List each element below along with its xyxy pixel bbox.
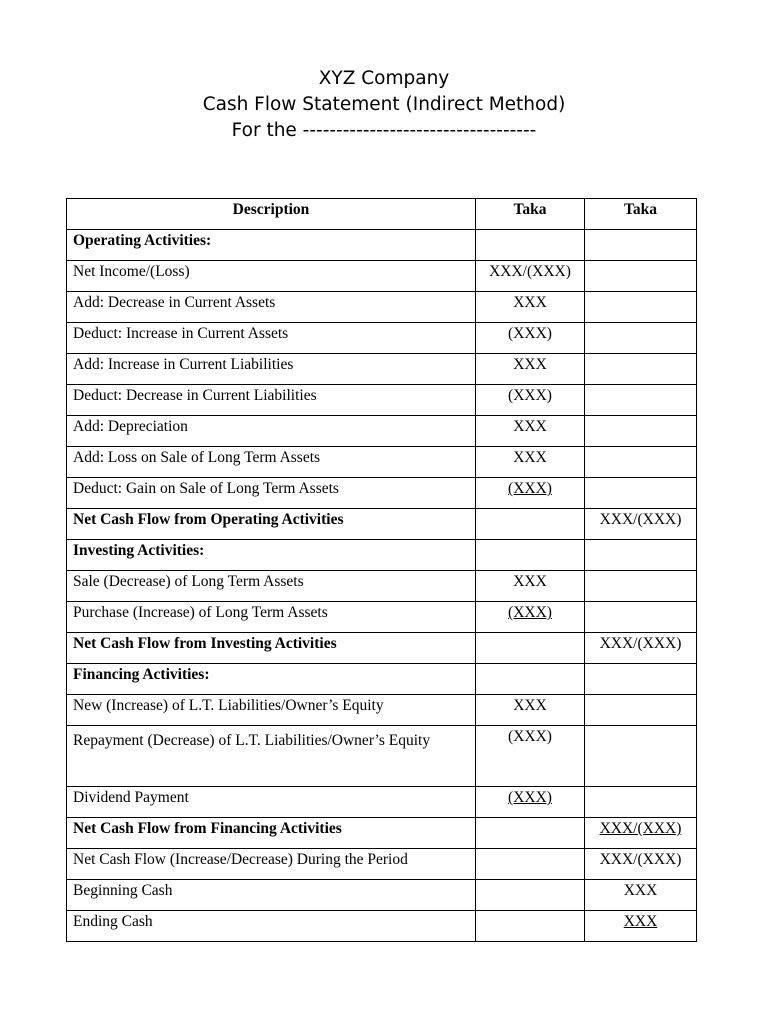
row-amount-taka-1: [476, 602, 585, 633]
row-amount-taka-1: [476, 695, 585, 726]
table-row: [67, 354, 697, 385]
row-amount-taka-1: [476, 880, 585, 911]
row-amount-taka-1: [476, 230, 585, 261]
table-row: [67, 849, 697, 880]
row-description: Beginning Cash: [67, 880, 476, 911]
row-amount-taka-2: [585, 385, 697, 416]
row-amount-taka-2: [585, 230, 697, 261]
table-row: [67, 261, 697, 292]
table-row: [67, 447, 697, 478]
row-description: New (Increase) of L.T. Liabilities/Owner’s Equity: [67, 695, 476, 726]
row-description: Financing Activities:: [67, 664, 476, 695]
table-row: [67, 880, 697, 911]
row-amount-taka-1: [476, 385, 585, 416]
table-row: [67, 230, 697, 261]
row-description: Deduct: Decrease in Current Liabilities: [67, 385, 476, 416]
amount-value: XXX: [513, 356, 547, 373]
row-amount-taka-2: [585, 478, 697, 509]
row-amount-taka-2: [585, 540, 697, 571]
amount-value: (XXX): [508, 480, 552, 497]
row-amount-taka-2: [585, 633, 697, 664]
row-amount-taka-2: [585, 292, 697, 323]
amount-value: XXX: [623, 882, 658, 899]
row-amount-taka-1: [476, 447, 585, 478]
row-amount-taka-2: [585, 354, 697, 385]
row-amount-taka-1: [476, 354, 585, 385]
row-amount-taka-1: [476, 509, 585, 540]
row-description: Net Income/(Loss): [67, 261, 476, 292]
row-description: Deduct: Gain on Sale of Long Term Assets: [67, 478, 476, 509]
row-description: Add: Depreciation: [67, 416, 476, 447]
row-amount-taka-1: [476, 261, 585, 292]
row-amount-taka-2: [585, 818, 697, 849]
row-amount-taka-1: [476, 633, 585, 664]
amount-value: (XXX): [508, 604, 552, 621]
row-description: Dividend Payment: [67, 787, 476, 818]
row-amount-taka-1: [476, 726, 585, 787]
row-amount-taka-1: [476, 787, 585, 818]
row-description: Add: Increase in Current Liabilities: [67, 354, 476, 385]
table-row: [67, 571, 697, 602]
row-description: Investing Activities:: [67, 540, 476, 571]
row-amount-taka-2: [585, 323, 697, 354]
amount-value: (XXX): [508, 387, 552, 404]
row-description: Net Cash Flow from Investing Activities: [67, 633, 476, 664]
row-description: Net Cash Flow from Operating Activities: [67, 509, 476, 540]
table-row: [67, 726, 697, 787]
amount-value: (XXX): [508, 728, 552, 745]
amount-value: XXX/(XXX): [489, 263, 571, 280]
row-amount-taka-1: [476, 416, 585, 447]
table-row: [67, 787, 697, 818]
row-description: Net Cash Flow (Increase/Decrease) During the Period: [67, 849, 476, 880]
statement-heading: [0, 66, 768, 144]
row-description: Sale (Decrease) of Long Term Assets: [67, 571, 476, 602]
amount-value: (XXX): [508, 789, 552, 806]
amount-value: XXX: [623, 913, 658, 930]
table-header-row: [67, 199, 697, 230]
row-description: Add: Loss on Sale of Long Term Assets: [67, 447, 476, 478]
row-amount-taka-1: [476, 292, 585, 323]
amount-value: XXX: [513, 697, 547, 714]
row-amount-taka-1: [476, 571, 585, 602]
column-header-taka-2: Taka: [585, 199, 697, 230]
amount-value: XXX: [513, 573, 547, 590]
table-body: [67, 230, 697, 942]
row-amount-taka-2: [585, 880, 697, 911]
table-row: [67, 540, 697, 571]
amount-value: XXX: [513, 294, 547, 311]
statement-period: For the -----------------------------------: [231, 120, 537, 141]
row-amount-taka-2: [585, 695, 697, 726]
row-amount-taka-2: [585, 447, 697, 478]
row-description: Net Cash Flow from Financing Activities: [67, 818, 476, 849]
table-row: [67, 416, 697, 447]
row-description: Add: Decrease in Current Assets: [67, 292, 476, 323]
row-amount-taka-2: [585, 602, 697, 633]
table-row: [67, 292, 697, 323]
row-amount-taka-2: [585, 726, 697, 787]
row-amount-taka-2: [585, 416, 697, 447]
amount-value: XXX/(XXX): [599, 635, 682, 652]
column-header-taka-1: Taka: [476, 199, 585, 230]
table-row: [67, 385, 697, 416]
statement-title: Cash Flow Statement (Indirect Method): [202, 94, 566, 115]
row-description: Purchase (Increase) of Long Term Assets: [67, 602, 476, 633]
row-amount-taka-1: [476, 911, 585, 942]
row-amount-taka-2: [585, 664, 697, 695]
amount-value: XXX: [513, 449, 547, 466]
row-amount-taka-1: [476, 818, 585, 849]
amount-value: XXX/(XXX): [599, 511, 682, 528]
row-amount-taka-1: [476, 478, 585, 509]
row-amount-taka-1: [476, 540, 585, 571]
row-amount-taka-2: [585, 849, 697, 880]
row-amount-taka-2: [585, 911, 697, 942]
company-name: XYZ Company: [318, 68, 450, 89]
cash-flow-table: [66, 198, 697, 942]
row-amount-taka-1: [476, 664, 585, 695]
table-row: [67, 633, 697, 664]
row-description: Ending Cash: [67, 911, 476, 942]
row-description: Deduct: Increase in Current Assets: [67, 323, 476, 354]
row-description: Repayment (Decrease) of L.T. Liabilities/Owner’s Equity: [67, 726, 476, 787]
amount-value: XXX: [513, 418, 547, 435]
amount-value: (XXX): [508, 325, 552, 342]
row-amount-taka-2: [585, 571, 697, 602]
table-row: [67, 478, 697, 509]
amount-value: XXX/(XXX): [599, 851, 682, 868]
row-amount-taka-2: [585, 509, 697, 540]
table-row: [67, 911, 697, 942]
row-amount-taka-2: [585, 787, 697, 818]
table-row: [67, 695, 697, 726]
table-row: [67, 818, 697, 849]
table-row: [67, 323, 697, 354]
row-amount-taka-1: [476, 849, 585, 880]
table-row: [67, 509, 697, 540]
column-header-description: Description: [67, 199, 476, 230]
amount-value: XXX/(XXX): [599, 820, 682, 837]
row-amount-taka-1: [476, 323, 585, 354]
table-row: [67, 602, 697, 633]
table-row: [67, 664, 697, 695]
row-description: Operating Activities:: [67, 230, 476, 261]
row-amount-taka-2: [585, 261, 697, 292]
